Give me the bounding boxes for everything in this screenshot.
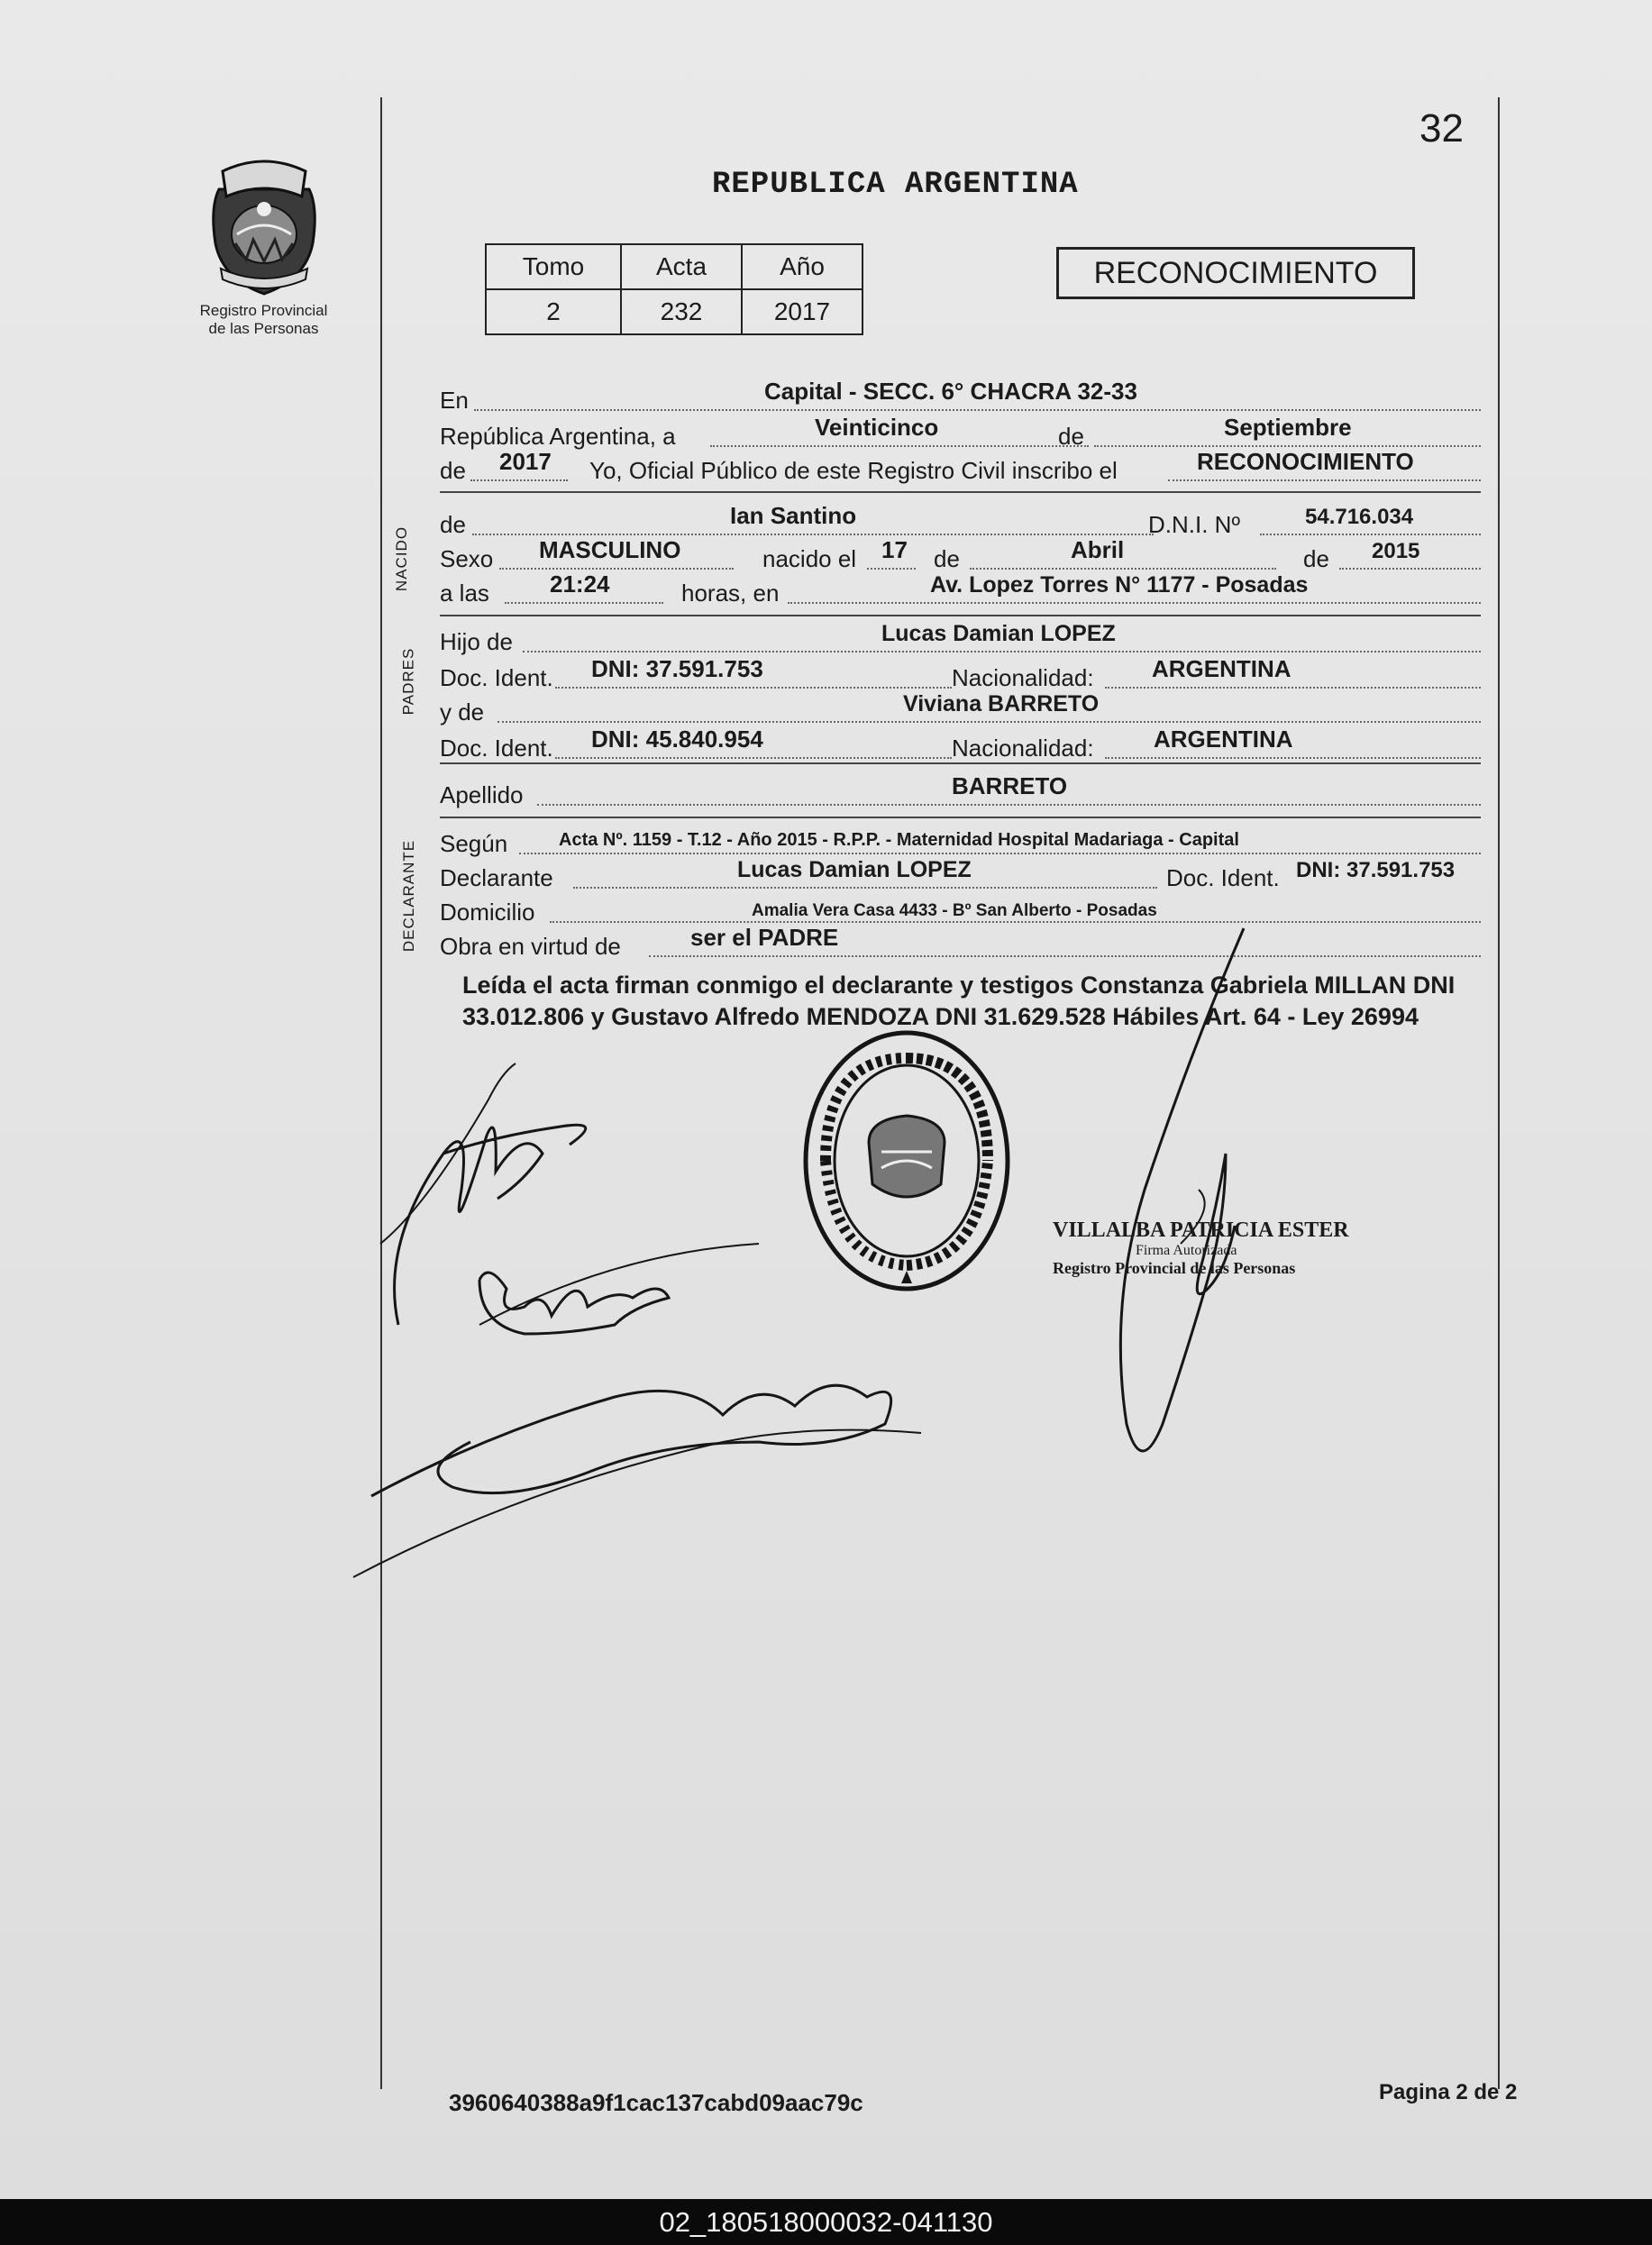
- section-declarante-label: DECLARANTE: [400, 839, 418, 953]
- doc-label: Doc. Ident.: [440, 664, 553, 691]
- dotted-line: [788, 602, 1481, 604]
- institution-block: [185, 153, 342, 338]
- birth-time: 21:24: [550, 570, 610, 598]
- row-mother-name: [440, 692, 1481, 728]
- dotted-line: [497, 721, 1481, 723]
- section-separator: [440, 817, 1481, 818]
- dotted-line: [555, 687, 952, 689]
- row-mother-doc: [440, 728, 1481, 764]
- col-ano-header: Año: [742, 244, 863, 289]
- file-label: 02_180518000032-041130: [659, 2206, 993, 2238]
- act-type-box: RECONOCIMIENTO: [1056, 247, 1415, 299]
- dotted-line: [1168, 479, 1481, 481]
- officer-registry: Registro Provincial de las Personas: [1053, 1259, 1296, 1277]
- acta-value: 232: [621, 289, 742, 334]
- de-label: de: [1058, 423, 1084, 450]
- institution-name-line2: de las Personas: [208, 320, 319, 337]
- dotted-line: [470, 479, 568, 481]
- dotted-line: [499, 568, 734, 570]
- dotted-line: [537, 804, 1481, 806]
- father-nat: ARGENTINA: [1152, 655, 1291, 682]
- officer-block: [1053, 1218, 1349, 1278]
- yo-text: Yo, Oficial Público de este Registro Civil inscribo el: [589, 457, 1118, 484]
- dotted-line: [1094, 445, 1481, 447]
- section-padres-label: PADRES: [399, 647, 417, 716]
- ano-value: 2017: [742, 289, 863, 334]
- row-father-name: [440, 622, 1481, 658]
- file-label-bar: [0, 2199, 1652, 2245]
- hijo-label: Hijo de: [440, 628, 513, 655]
- witness-signatures-icon: [344, 1018, 975, 1595]
- month-value: Septiembre: [1224, 414, 1352, 441]
- sexo-value: MASCULINO: [539, 536, 681, 563]
- register-table: [485, 243, 863, 335]
- row-sex-birth: [440, 536, 1481, 575]
- officer-name: VILLALBA PATRICIA ESTER: [1053, 1218, 1349, 1242]
- row-declarante: [440, 858, 1481, 894]
- dotted-line: [555, 757, 952, 759]
- segun-label: Según: [440, 830, 508, 857]
- segun-value: Acta Nº. 1159 - T.12 - Año 2015 - R.P.P. - Maternidad Hospital Madariaga - Capital: [559, 830, 1239, 850]
- birth-de2-label: de: [1303, 545, 1329, 572]
- tomo-value: 2: [486, 289, 621, 334]
- yde-label: y de: [440, 698, 485, 726]
- sexo-label: Sexo: [440, 545, 494, 572]
- officer-role: Firma Autorizada: [1136, 1243, 1237, 1258]
- father-name: Lucas Damian LOPEZ: [881, 621, 1116, 646]
- register-table-header: [486, 244, 863, 289]
- col-acta-header: Acta: [621, 244, 742, 289]
- doc2-label: Doc. Ident.: [440, 735, 553, 762]
- birth-place: Av. Lopez Torres N° 1177 - Posadas: [930, 572, 1309, 598]
- dotted-line: [523, 651, 1481, 653]
- dotted-line: [649, 955, 1481, 957]
- dotted-line: [1260, 534, 1481, 535]
- en-value: Capital - SECC. 6° CHACRA 32-33: [764, 378, 1137, 405]
- section-separator: [440, 491, 1481, 493]
- col-tomo-header: Tomo: [486, 244, 621, 289]
- obra-value: ser el PADRE: [690, 924, 839, 951]
- dotted-line: [573, 887, 1157, 889]
- row-father-doc: [440, 655, 1481, 694]
- dotted-line: [1339, 568, 1481, 570]
- mother-nat: ARGENTINA: [1154, 726, 1293, 753]
- section-separator: [440, 762, 1481, 764]
- dotted-line: [474, 409, 1481, 411]
- horas-label: horas, en: [681, 580, 780, 607]
- section-separator: [440, 615, 1481, 616]
- dotted-line: [550, 921, 1481, 923]
- en-label: En: [440, 387, 469, 414]
- declarante-label: Declarante: [440, 864, 553, 891]
- declarante-value: Lucas Damian LOPEZ: [737, 857, 972, 882]
- apellido-value: BARRETO: [952, 772, 1068, 799]
- domicilio-value: Amalia Vera Casa 4433 - Bº San Alberto - Posadas: [752, 901, 1157, 920]
- nacido-label: nacido el: [762, 545, 857, 572]
- apellido-label: Apellido: [440, 781, 524, 808]
- dotted-line: [970, 568, 1276, 570]
- child-name: Ian Santino: [730, 502, 857, 529]
- day-value: Veinticinco: [815, 414, 939, 441]
- decl-doc-value: DNI: 37.591.753: [1296, 858, 1456, 882]
- dotted-line: [710, 445, 1089, 447]
- nac-label: Nacionalidad:: [952, 664, 1094, 691]
- dni-label: D.N.I. Nº: [1148, 511, 1240, 538]
- row-date: [440, 416, 1481, 452]
- provincial-crest-icon: [201, 153, 327, 297]
- mother-name: Viviana BARRETO: [903, 691, 1100, 716]
- officer-signature-icon: [1091, 919, 1289, 1496]
- birth-month: Abril: [1071, 536, 1125, 563]
- year-value: 2017: [499, 448, 552, 475]
- obra-label: Obra en virtud de: [440, 933, 621, 960]
- republica-label: República Argentina, a: [440, 423, 676, 450]
- father-doc: DNI: 37.591.753: [591, 655, 763, 682]
- dotted-line: [867, 568, 916, 570]
- institution-name-line1: Registro Provincial: [199, 302, 328, 319]
- de2-label: de: [440, 457, 466, 484]
- act-value: RECONOCIMIENTO: [1197, 448, 1414, 475]
- page-number: 32: [1419, 106, 1464, 151]
- right-margin-line: [1498, 97, 1500, 2089]
- dotted-line: [1105, 757, 1481, 759]
- dotted-line: [1105, 687, 1481, 689]
- section-nacido-label: NACIDO: [393, 525, 411, 592]
- alas-label: a las: [440, 580, 489, 607]
- row-en: [440, 380, 1481, 416]
- page-indicator: Pagina 2 de 2: [1379, 2080, 1518, 2104]
- document-hash: 3960640388a9f1cac137cabd09aac79c: [449, 2089, 863, 2116]
- child-dni: 54.716.034: [1305, 505, 1414, 529]
- closing-statement: Leída el acta firman conmigo el declarante y testigos Constanza Gabriela MILLAN DNI 33.012.806 y Gustavo Alfredo MENDOZA DNI 31.629.528 Hábiles Art. 64 - Ley 26994: [462, 972, 1456, 1030]
- domicilio-label: Domicilio: [440, 899, 535, 926]
- row-segun: [440, 824, 1481, 860]
- row-domicilio: [440, 892, 1481, 928]
- birth-de-label: de: [934, 545, 960, 572]
- row-child-name: [440, 502, 1481, 541]
- dotted-line: [472, 534, 1154, 535]
- document-title: REPUBLICA ARGENTINA: [712, 168, 1079, 202]
- mother-doc: DNI: 45.840.954: [591, 726, 763, 753]
- dotted-line: [519, 853, 1481, 854]
- birth-day: 17: [881, 536, 908, 563]
- row-obra: [440, 926, 1481, 963]
- row-year: [440, 448, 1481, 487]
- nac2-label: Nacionalidad:: [952, 735, 1094, 762]
- birth-year: 2015: [1372, 539, 1420, 563]
- de-name-label: de: [440, 511, 466, 538]
- register-table-row: [486, 289, 863, 334]
- row-time-place: [440, 570, 1481, 609]
- row-apellido: [440, 772, 1481, 811]
- decl-doc-label: Doc. Ident.: [1166, 864, 1280, 891]
- dotted-line: [505, 602, 663, 604]
